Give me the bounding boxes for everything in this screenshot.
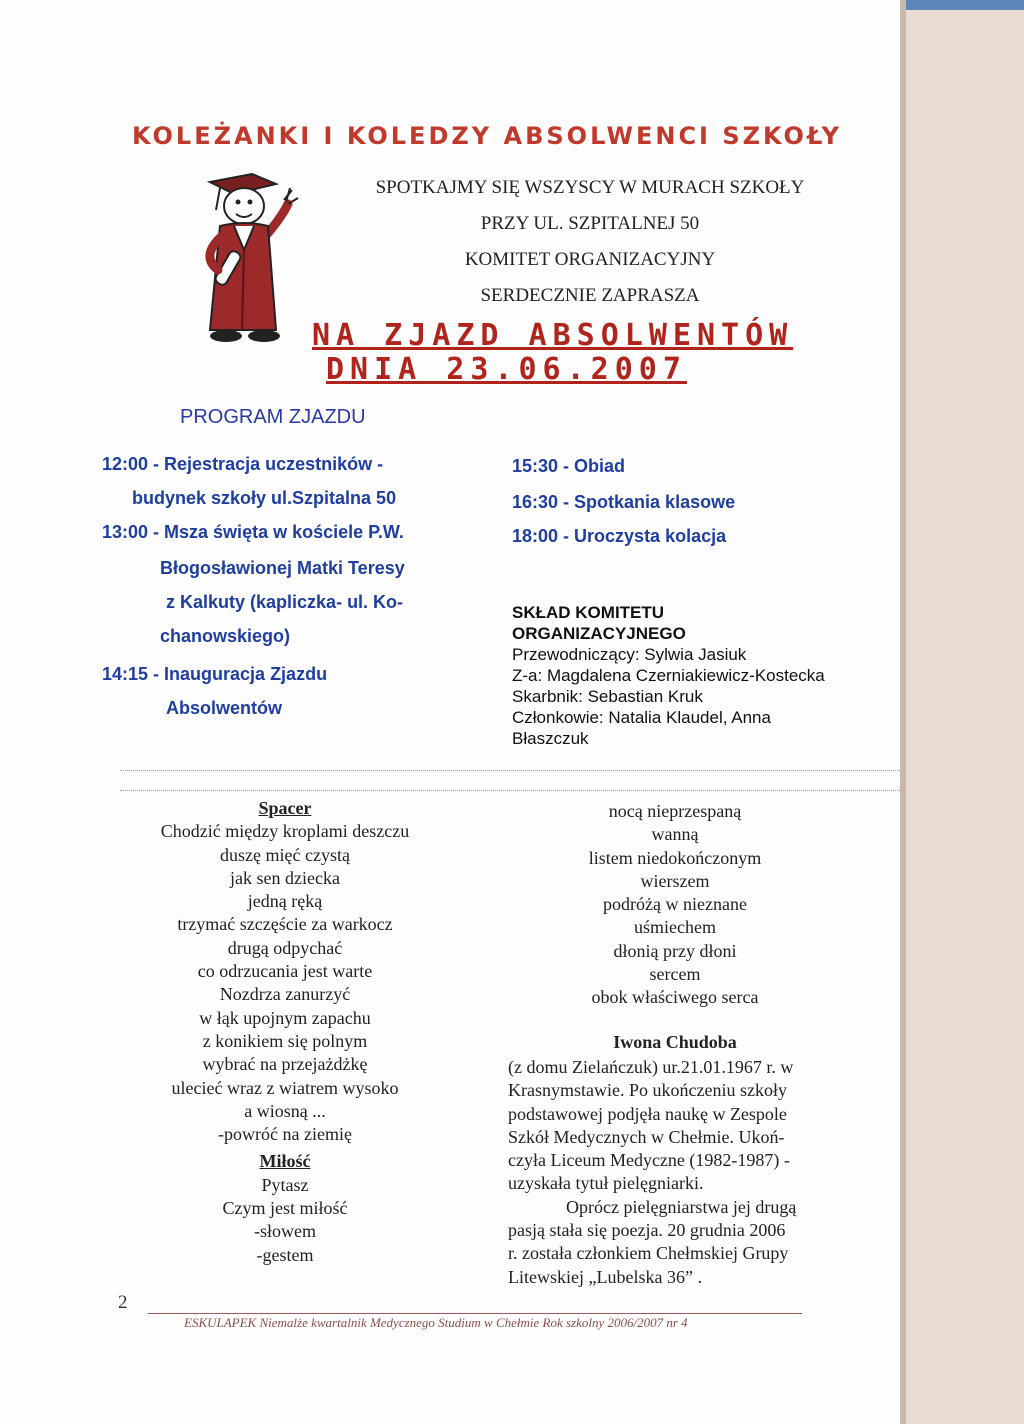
poem-line: duszę mięć czystą [220,844,350,865]
committee-member: Skarbnik: Sebastian Kruk [512,687,703,706]
bio-line: czyła Liceum Medyczne (1982-1987) - [508,1150,790,1171]
poem-line: sercem [649,964,701,985]
poem-line: uśmiechem [634,917,716,938]
poem-line: wanną [651,824,699,845]
committee-member: Z-a: Magdalena Czerniakiewicz-Kostecka [512,666,825,685]
poem-line: jak sen dziecka [230,867,340,888]
bio-line: Szkół Medycznych w Chełmie. Ukoń- [508,1126,785,1147]
poem-line: wybrać na przejażdżkę [202,1054,368,1075]
invitation-line: PRZY UL. SZPITALNEJ 50 [480,213,700,234]
committee-member: Przewodniczący: Sylwia Jasiuk [512,645,747,664]
poem-line: -powróć na ziemię [218,1124,352,1145]
program-line: Absolwentów [166,698,282,718]
program-line: budynek szkoły ul.Szpitalna 50 [132,488,397,508]
dotted-divider [120,770,900,771]
author-name: Iwona Chudoba [613,1032,737,1052]
program-line: 18:00 - Uroczysta kolacja [512,526,727,546]
committee-member: Błaszczuk [512,729,589,748]
program-line: chanowskiego) [160,626,291,646]
footer-rule [148,1313,802,1314]
author-bio [508,1056,838,1289]
program-line: z Kalkuty (kapliczka- ul. Ko- [166,592,404,612]
poem-title: Spacer [258,798,312,818]
program-title: PROGRAM ZJAZDU [180,406,366,428]
program-line: 15:30 - Obiad [512,456,626,476]
page-number: 2 [118,1292,128,1313]
poem-line: w łąk upojnym zapachu [199,1007,371,1028]
poem-line: podróżą w nieznane [603,894,747,915]
poem-line: obok właściwego serca [591,987,759,1008]
invitation-text [330,170,850,314]
poem-line: wierszem [640,870,710,891]
program-line: 16:30 - Spotkania klasowe [512,492,736,512]
poem-line: Czym jest miłość [222,1198,348,1219]
program-line: 14:15 - Inauguracja Zjazdu [102,664,328,684]
poem-line: jedną ręką [247,891,323,912]
page-header-title: KOLEŻANKI I KOLEDZY ABSOLWENCI SZKOŁY [132,122,843,150]
poem-line: co odrzucania jest warte [197,961,373,982]
poem-title: Miłość [259,1151,311,1172]
bio-line: podstawowej podjęła naukę w Zespole [508,1103,787,1124]
bio-line: pasją stała się poezja. 20 grudnia 2006 [508,1220,786,1241]
program-line: Błogosławionej Matki Teresy [160,558,405,578]
footer-text: ESKULAPEK Niemalże kwartalnik Medycznego Studium w Chełmie Rok szkolny 2006/2007 nr 4 [184,1315,688,1330]
poem-line: z konikiem się polnym [202,1030,368,1051]
event-date: DNIA 23.06.2007 [326,352,687,387]
poem-line: drugą odpychać [227,937,343,958]
poem-line: ulecieć wraz z wiatrem wysoko [171,1077,399,1098]
poem-line: trzymać szczęście za warkocz [177,914,393,935]
invitation-line: SPOTKAJMY SIĘ WSZYSCY W MURACH SZKOŁY [375,177,805,198]
bio-line: (z domu Zielańczuk) ur.21.01.1967 r. w [508,1057,794,1077]
poem-line: -słowem [254,1221,316,1242]
poem-column-left [130,797,440,1267]
poem-column-right [540,800,810,1010]
edge-color-band [900,0,1024,10]
poem-line: nocą nieprzespaną [608,801,742,821]
invitation-line: SERDECZNIE ZAPRASZA [480,285,700,306]
committee-member: Członkowie: Natalia Klaudel, Anna [512,708,771,727]
bio-line: uzyskała tytuł pielęgniarki. [508,1173,704,1194]
edge-shadow [900,0,906,1424]
poem-line: dłonią przy dłoni [613,940,737,961]
committee-section [512,602,825,749]
page-edge-background [900,0,1024,1424]
bio-line: Krasnymstawie. Po ukończeniu szkoły [508,1080,787,1101]
program-line: 13:00 - Msza święta w kościele P.W. [102,522,404,542]
committee-title: SKŁAD KOMITETU [512,603,665,622]
program-line: 12:00 - Rejestracja uczestników - [102,454,384,474]
invitation-line: KOMITET ORGANIZACYJNY [464,249,716,270]
committee-title: ORGANIZACYJNEGO [512,624,686,643]
poem-line: Chodzić między kroplami deszczu [160,821,410,842]
bio-line: Litewskiej „Lubelska 36” . [508,1266,702,1287]
poem-line: Pytasz [261,1174,309,1195]
poem-line: Nozdrza zanurzyć [219,984,351,1005]
bio-line: Oprócz pielęgniarstwa jej drugą [566,1196,797,1217]
poem-line: -gestem [256,1244,314,1265]
dotted-divider [120,790,900,791]
poem-line: a wiosną ... [244,1100,326,1121]
bio-line: r. została członkiem Chełmskiej Grupy [508,1243,789,1264]
poem-line: listem niedokończonym [588,847,762,868]
graduate-mascot-illustration [180,170,320,348]
event-headline: NA ZJAZD ABSOLWENTÓW [312,318,794,353]
